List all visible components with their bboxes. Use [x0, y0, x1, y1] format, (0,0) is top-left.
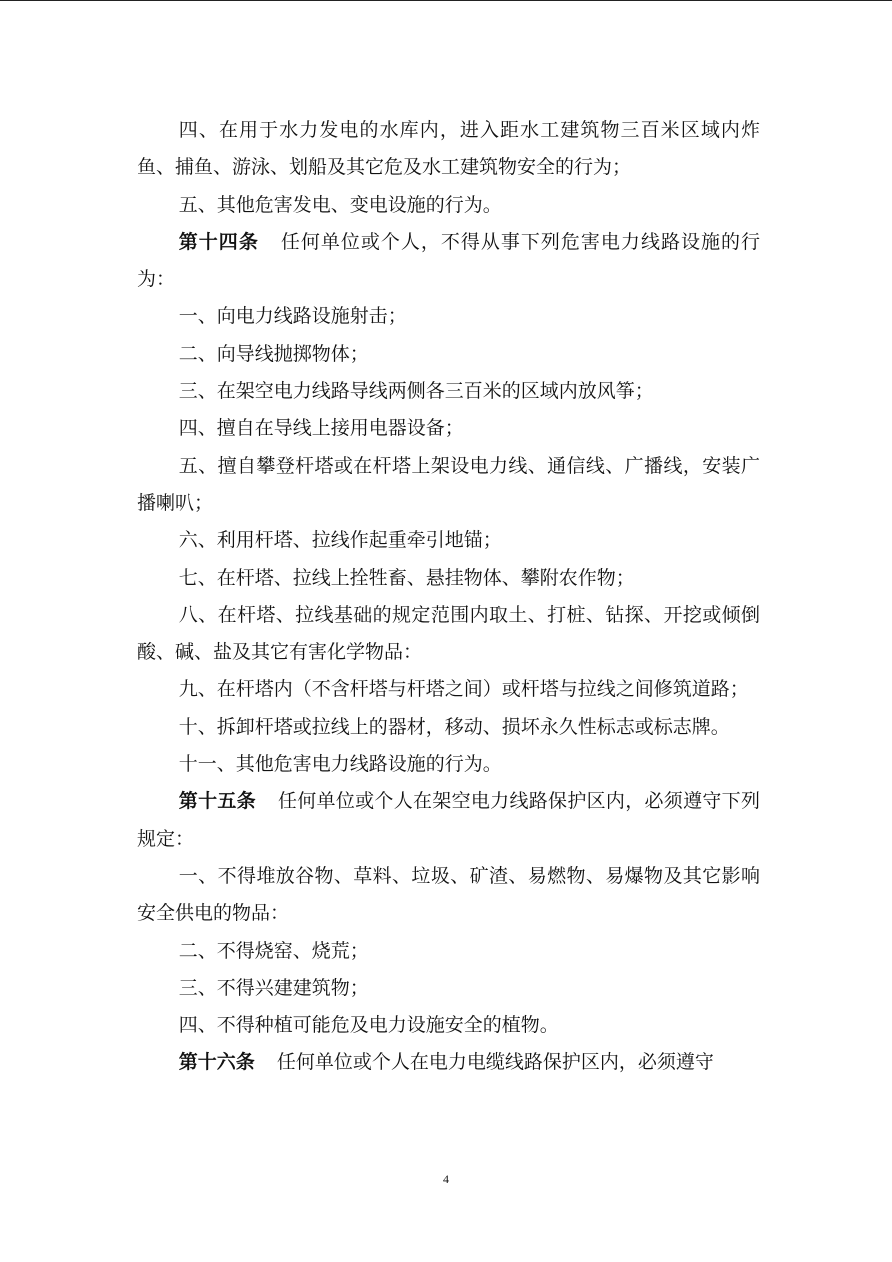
article-label: 第十六条 [178, 1051, 255, 1074]
item-paragraph: 四、在用于水力发电的水库内，进入距水工建筑物三百米区域内炸鱼、捕鱼、游泳、划船及其它危及水工建筑物安全的行为； [137, 119, 760, 179]
item-paragraph: 六、利用杆塔、拉线作起重牵引地锚； [178, 529, 502, 552]
top-border-line [0, 0, 892, 1]
article-15-paragraph [137, 783, 760, 858]
item-paragraph: 二、不得烧窑、烧荒； [178, 939, 369, 962]
item-paragraph: 九、在杆塔内（不含杆塔与杆塔之间）或杆塔与拉线之间修筑道路； [178, 678, 749, 701]
article-text: 任何单位或个人在架空电力线路保护区内，必须遵守下列规定： [137, 790, 760, 850]
item-paragraph: 三、不得兴建建筑物； [178, 976, 369, 999]
item-paragraph: 十一、其他危害电力线路设施的行为。 [178, 753, 502, 776]
article-label: 第十四条 [178, 230, 259, 253]
item-paragraph: 一、不得堆放谷物、草料、垃圾、矿渣、易燃物、易爆物及其它影响安全供电的物品： [137, 864, 760, 925]
page-number: 4 [443, 1172, 449, 1186]
item-paragraph: 四、擅自在导线上接用电器设备； [178, 417, 464, 440]
item-paragraph: 七、在杆塔、拉线上拴牲畜、悬挂物体、攀附农作物； [178, 566, 635, 589]
item-paragraph: 五、其他危害发电、变电设施的行为。 [178, 193, 502, 216]
item-paragraph: 三、在架空电力线路导线两侧各三百米的区域内放风筝； [178, 380, 654, 403]
item-paragraph: 八、在杆塔、拉线基础的规定范围内取土、打桩、钻探、开挖或倾倒酸、碱、盐及其它有害化学物品： [137, 603, 760, 664]
document-body [137, 112, 760, 1082]
item-paragraph: 一、向电力线路设施射击； [178, 305, 407, 328]
item-paragraph: 十、拆卸杆塔或拉线上的器材，移动、损坏永久性标志或标志牌。 [178, 715, 730, 738]
article-text: 任何单位或个人，不得从事下列危害电力线路设施的行为： [137, 230, 760, 291]
item-paragraph: 五、擅自攀登杆塔或在杆塔上架设电力线、通信线、广播线，安装广播喇叭； [137, 454, 760, 514]
article-16-paragraph [137, 1044, 760, 1081]
item-paragraph: 二、向导线抛掷物体； [178, 342, 369, 365]
article-text: 任何单位或个人在电力电缆线路保护区内，必须遵守 [276, 1051, 714, 1074]
article-label: 第十五条 [178, 790, 256, 813]
article-14-paragraph [137, 224, 760, 299]
item-paragraph: 四、不得种植可能危及电力设施安全的植物。 [178, 1014, 559, 1037]
